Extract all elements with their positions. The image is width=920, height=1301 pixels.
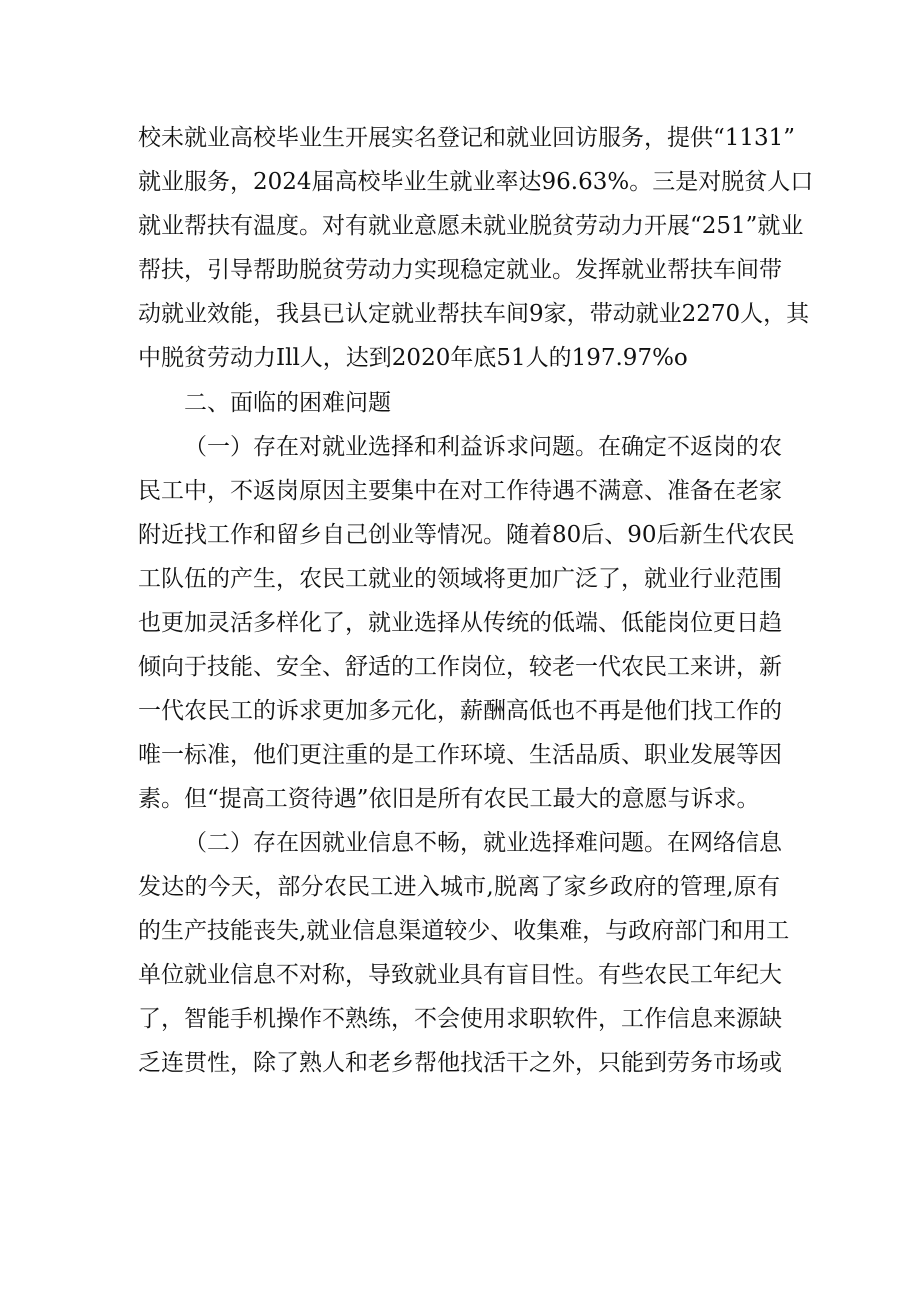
text-line-10: 附近找工作和留乡自己创业等情况。随着80后、90后新生代农民	[138, 522, 795, 548]
section-heading: 二、面临的困难问题	[184, 390, 391, 416]
text-line-18: 发达的今天，部分农民工进入城市,脱离了家乡政府的管理,原有	[138, 874, 780, 900]
text-line-19: 的生产技能丧失,就业信息渠道较少、收集难，与政府部门和用工	[138, 918, 790, 944]
text-line-4: 帮扶，引导帮助脱贫劳动力实现稳定就业。发挥就业帮扶车间带	[138, 257, 782, 283]
text-line-6: 中脱贫劳动力Ill人，达到2020年底51人的197.97%o	[138, 345, 688, 371]
text-line-3: 就业帮扶有温度。对有就业意愿未就业脱贫劳动力开展“251”就业	[138, 213, 804, 239]
text-line-2: 就业服务，2024届高校毕业生就业率达96.63%。三是对脱贫人口	[138, 169, 814, 195]
text-line-1: 校未就业高校毕业生开展实名登记和就业回访服务，提供“1131”	[138, 125, 796, 151]
text-line-13: 倾向于技能、安全、舒适的工作岗位，较老一代农民工来讲，新	[138, 654, 782, 680]
text-line-12: 也更加灵活多样化了，就业选择从传统的低端、低能岗位更日趋	[138, 610, 782, 636]
text-line-11: 工队伍的产生，农民工就业的领域将更加广泛了，就业行业范围	[138, 566, 782, 592]
text-line-16: 素。但“提高工资待遇”依旧是所有农民工最大的意愿与诉求。	[138, 786, 760, 812]
text-line-20: 单位就业信息不对称，导致就业具有盲目性。有些农民工年纪大	[138, 962, 782, 988]
text-line-21: 了，智能手机操作不熟练，不会使用求职软件，工作信息来源缺	[138, 1006, 782, 1032]
text-line-22: 乏连贯性，除了熟人和老乡帮他找活干之外，只能到劳务市场或	[138, 1050, 782, 1076]
paragraph-1-first-line: （一）存在对就业选择和利益诉求问题。在确定不返岗的农	[184, 434, 782, 460]
text-line-14: 一代农民工的诉求更加多元化，薪酬高低也不再是他们找工作的	[138, 698, 782, 724]
paragraph-2-first-line: （二）存在因就业信息不畅，就业选择难问题。在网络信息	[184, 830, 782, 856]
text-line-15: 唯一标准，他们更注重的是工作环境、生活品质、职业发展等因	[138, 742, 782, 768]
text-line-9: 民工中，不返岗原因主要集中在对工作待遇不满意、准备在老家	[138, 478, 782, 504]
text-line-5: 动就业效能，我县已认定就业帮扶车间9家，带动就业2270人，其	[138, 301, 810, 327]
